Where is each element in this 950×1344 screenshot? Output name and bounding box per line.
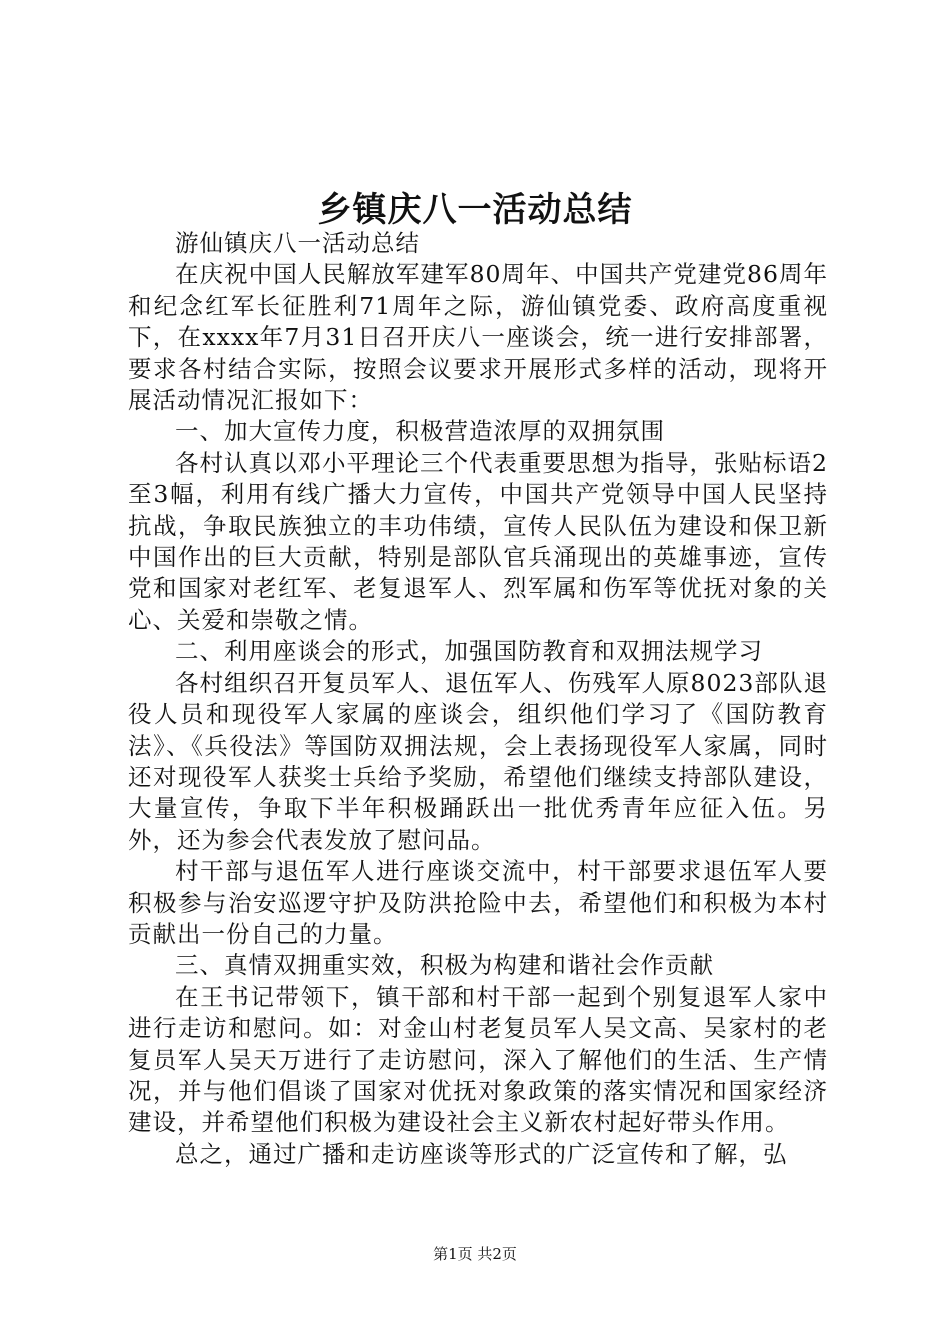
paragraph-intro: 在庆祝中国人民解放军建军80周年、中国共产党建党86周年和纪念红军长征胜利71周年之际，游仙镇党委、政府高度重视下，在xxxx年7月31日召开庆八一座谈会，统一进行安排部署，要求各村结合实际，按照会议要求开展形式多样的活动，现将开展活动情况汇报如下： (128, 260, 828, 415)
section-heading-3: 三、真情双拥重实效，积极为构建和谐社会作贡献 (175, 951, 714, 980)
paragraph: 村干部与退伍军人进行座谈交流中，村干部要求退伍军人要积极参与治安巡逻守护及防洪抢险中去，希望他们和积极为本村贡献出一份自己的力量。 (128, 857, 828, 948)
document-title: 乡镇庆八一活动总结 (317, 190, 633, 230)
document-body (128, 228, 828, 1170)
paragraph-conclusion: 总之，通过广播和走访座谈等形式的广泛宣传和了解，弘 (175, 1139, 788, 1168)
paragraph: 各村认真以邓小平理论三个代表重要思想为指导，张贴标语2至3幅，利用有线广播大力宣传，中国共产党领导中国人民坚持抗战，争取民族独立的丰功伟绩，宣传人民队伍为建设和保卫新中国作出的巨大贡献，特别是部队官兵涌现出的英雄事迹，宣传党和国家对老红军、老复退军人、烈军属和伤军等优抚对象的关心、关爱和崇敬之情。 (128, 448, 828, 634)
section-heading-2: 二、利用座谈会的形式，加强国防教育和双拥法规学习 (175, 637, 763, 666)
paragraph: 在王书记带领下，镇干部和村干部一起到个别复退军人家中进行走访和慰问。如：对金山村老复员军人吴文高、吴家村的老复员军人吴天万进行了走访慰问，深入了解他们的生活、生产情况，并与他们倡谈了国家对优抚对象政策的落实情况和国家经济建设，并希望他们积极为建设社会主义新农村起好带头作用。 (128, 982, 828, 1137)
page-number-footer: 第1页 共2页 (433, 1245, 517, 1263)
section-heading-1: 一、加大宣传力度，积极营造浓厚的双拥氛围 (175, 417, 665, 446)
paragraph-subtitle: 游仙镇庆八一活动总结 (175, 229, 420, 257)
paragraph: 各村组织召开复员军人、退伍军人、伤残军人原8023部队退役人员和现役军人家属的座谈会，组织他们学习了《国防教育法》、《兵役法》等国防双拥法规，会上表扬现役军人家属，同时还对现役军人获奖士兵给予奖励，希望他们继续支持部队建设，大量宣传，争取下半年积极踊跃出一批优秀青年应征入伍。另外，还为参会代表发放了慰问品。 (128, 668, 828, 854)
